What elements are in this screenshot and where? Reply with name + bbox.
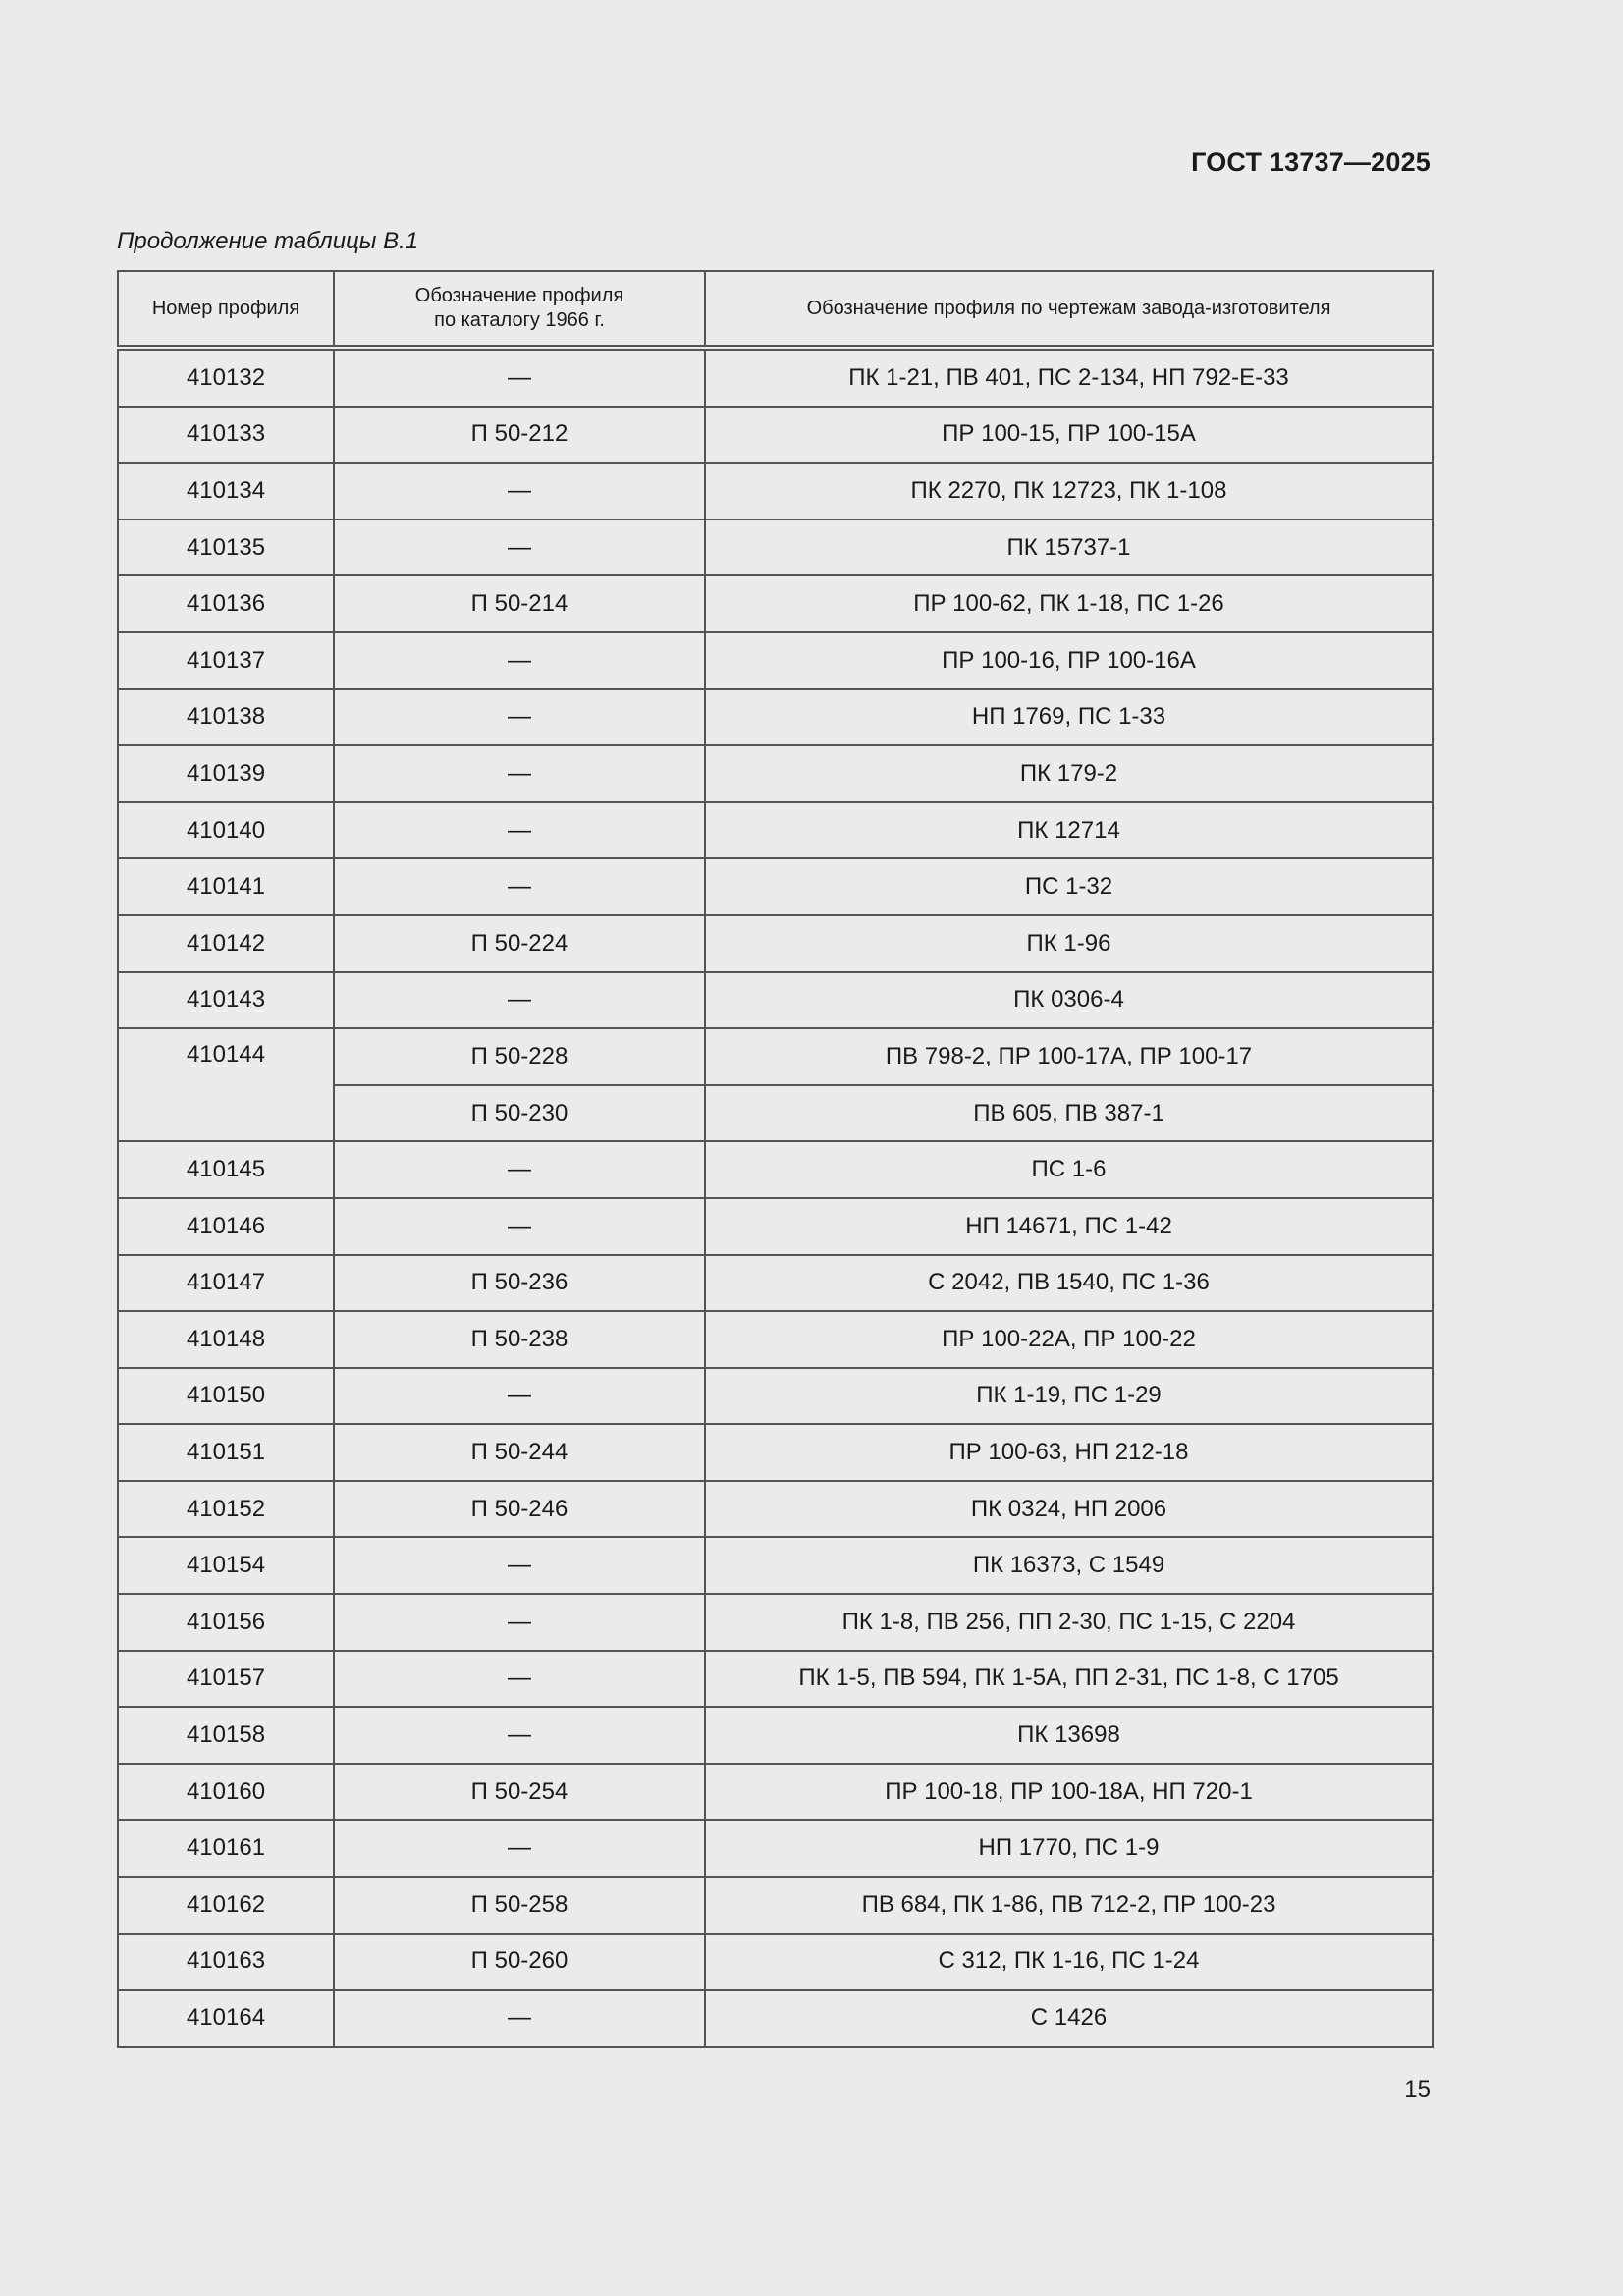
drawing-designation: ПР 100-22А, ПР 100-22	[705, 1311, 1433, 1368]
drawing-designation: С 2042, ПВ 1540, ПС 1-36	[705, 1255, 1433, 1312]
catalog-designation: —	[334, 745, 705, 802]
table-row	[118, 972, 1433, 1029]
table-row	[118, 1934, 1433, 1991]
drawing-designation: ПР 100-16, ПР 100-16А	[705, 632, 1433, 689]
profile-number: 410151	[118, 1424, 334, 1481]
table-row	[118, 1537, 1433, 1594]
catalog-designation: —	[334, 689, 705, 746]
table-body	[118, 348, 1433, 2047]
header-profile-number: Номер профиля	[118, 271, 334, 348]
profile-number: 410133	[118, 407, 334, 464]
drawing-designation: НП 1769, ПС 1-33	[705, 689, 1433, 746]
catalog-designation: П 50-228	[334, 1028, 705, 1085]
profile-number: 410138	[118, 689, 334, 746]
catalog-designation: П 50-230	[334, 1085, 705, 1142]
table-row	[118, 1990, 1433, 2047]
catalog-designation: —	[334, 1651, 705, 1708]
table-row	[118, 463, 1433, 519]
catalog-designation: П 50-214	[334, 575, 705, 632]
table-row	[118, 858, 1433, 915]
header-catalog-line1: Обозначение профиля	[414, 285, 624, 306]
table-row	[118, 1141, 1433, 1198]
profile-number: 410161	[118, 1820, 334, 1877]
drawing-designation: ПК 0324, НП 2006	[705, 1481, 1433, 1538]
profile-number: 410143	[118, 972, 334, 1029]
catalog-designation: —	[334, 632, 705, 689]
drawing-designation: С 312, ПК 1-16, ПС 1-24	[705, 1934, 1433, 1991]
profiles-table	[117, 270, 1434, 2048]
table-row	[118, 802, 1433, 859]
table-row	[118, 1820, 1433, 1877]
profile-number: 410145	[118, 1141, 334, 1198]
page-number: 15	[1404, 2076, 1431, 2103]
table-row	[118, 689, 1433, 746]
document-header: ГОСТ 13737—2025	[1191, 147, 1431, 177]
drawing-designation: ПК 12714	[705, 802, 1433, 859]
table-row	[118, 632, 1433, 689]
profile-number: 410136	[118, 575, 334, 632]
table-caption: Продолжение таблицы В.1	[117, 228, 419, 254]
drawing-designation: ПК 16373, С 1549	[705, 1537, 1433, 1594]
catalog-designation: —	[334, 463, 705, 519]
table-row	[118, 519, 1433, 576]
drawing-designation: ПВ 684, ПК 1-86, ПВ 712-2, ПР 100-23	[705, 1877, 1433, 1934]
catalog-designation: —	[334, 519, 705, 576]
profile-number: 410146	[118, 1198, 334, 1255]
drawing-designation: ПВ 605, ПВ 387-1	[705, 1085, 1433, 1142]
catalog-designation: П 50-244	[334, 1424, 705, 1481]
table-header	[118, 271, 1433, 348]
catalog-designation: —	[334, 802, 705, 859]
drawing-designation: НП 14671, ПС 1-42	[705, 1198, 1433, 1255]
table-row	[118, 1311, 1433, 1368]
profile-number: 410147	[118, 1255, 334, 1312]
drawing-designation: ПС 1-6	[705, 1141, 1433, 1198]
table-row	[118, 1255, 1433, 1312]
profile-number: 410141	[118, 858, 334, 915]
profile-number: 410160	[118, 1764, 334, 1821]
table-row	[118, 745, 1433, 802]
profile-number: 410135	[118, 519, 334, 576]
catalog-designation: —	[334, 1537, 705, 1594]
catalog-designation: —	[334, 348, 705, 407]
drawing-designation: ПК 13698	[705, 1707, 1433, 1764]
table-row	[118, 1424, 1433, 1481]
table-row	[118, 1198, 1433, 1255]
catalog-designation: —	[334, 1198, 705, 1255]
catalog-designation: П 50-260	[334, 1934, 705, 1991]
drawing-designation: ПК 0306-4	[705, 972, 1433, 1029]
drawing-designation: ПК 2270, ПК 12723, ПК 1-108	[705, 463, 1433, 519]
catalog-designation: П 50-258	[334, 1877, 705, 1934]
profile-number: 410152	[118, 1481, 334, 1538]
profile-number: 410134	[118, 463, 334, 519]
header-catalog-line2: по каталогу 1966 г.	[434, 309, 605, 331]
catalog-designation: —	[334, 1820, 705, 1877]
drawing-designation: ПК 1-19, ПС 1-29	[705, 1368, 1433, 1425]
drawing-designation: С 1426	[705, 1990, 1433, 2047]
profile-number: 410154	[118, 1537, 334, 1594]
header-catalog-designation	[334, 271, 705, 348]
drawing-designation: ПВ 798-2, ПР 100-17А, ПР 100-17	[705, 1028, 1433, 1085]
drawing-designation: ПС 1-32	[705, 858, 1433, 915]
table-row	[118, 1481, 1433, 1538]
drawing-designation: ПК 179-2	[705, 745, 1433, 802]
catalog-designation: —	[334, 1707, 705, 1764]
header-row	[118, 271, 1433, 348]
drawing-designation: ПК 15737-1	[705, 519, 1433, 576]
profile-number: 410150	[118, 1368, 334, 1425]
drawing-designation: ПР 100-62, ПК 1-18, ПС 1-26	[705, 575, 1433, 632]
profile-number: 410140	[118, 802, 334, 859]
table-row	[118, 1707, 1433, 1764]
drawing-designation: ПР 100-63, НП 212-18	[705, 1424, 1433, 1481]
table-row	[118, 1594, 1433, 1651]
catalog-designation: П 50-254	[334, 1764, 705, 1821]
catalog-designation: П 50-236	[334, 1255, 705, 1312]
table-row	[118, 407, 1433, 464]
drawing-designation: НП 1770, ПС 1-9	[705, 1820, 1433, 1877]
profile-number: 410137	[118, 632, 334, 689]
profile-number: 410139	[118, 745, 334, 802]
table-row	[118, 1764, 1433, 1821]
profile-number: 410158	[118, 1707, 334, 1764]
header-drawing-designation: Обозначение профиля по чертежам завода-изготовителя	[705, 271, 1433, 348]
catalog-designation: —	[334, 972, 705, 1029]
table-row	[118, 1877, 1433, 1934]
table-row	[118, 1651, 1433, 1708]
table-row	[118, 348, 1433, 407]
table-row	[118, 1368, 1433, 1425]
drawing-designation: ПР 100-18, ПР 100-18А, НП 720-1	[705, 1764, 1433, 1821]
table-row	[118, 915, 1433, 972]
profile-number: 410144	[118, 1028, 334, 1141]
catalog-designation: П 50-224	[334, 915, 705, 972]
table-row	[118, 575, 1433, 632]
profile-number: 410164	[118, 1990, 334, 2047]
drawing-designation: ПК 1-5, ПВ 594, ПК 1-5А, ПП 2-31, ПС 1-8, С 1705	[705, 1651, 1433, 1708]
profile-number: 410157	[118, 1651, 334, 1708]
drawing-designation: ПР 100-15, ПР 100-15А	[705, 407, 1433, 464]
drawing-designation: ПК 1-8, ПВ 256, ПП 2-30, ПС 1-15, С 2204	[705, 1594, 1433, 1651]
catalog-designation: —	[334, 1990, 705, 2047]
profile-number: 410162	[118, 1877, 334, 1934]
drawing-designation: ПК 1-21, ПВ 401, ПС 2-134, НП 792-Е-33	[705, 348, 1433, 407]
profile-number: 410132	[118, 348, 334, 407]
catalog-designation: П 50-246	[334, 1481, 705, 1538]
catalog-designation: П 50-238	[334, 1311, 705, 1368]
catalog-designation: —	[334, 858, 705, 915]
profile-number: 410156	[118, 1594, 334, 1651]
drawing-designation: ПК 1-96	[705, 915, 1433, 972]
profile-number: 410163	[118, 1934, 334, 1991]
profile-number: 410142	[118, 915, 334, 972]
catalog-designation: —	[334, 1368, 705, 1425]
profile-number: 410148	[118, 1311, 334, 1368]
catalog-designation: —	[334, 1594, 705, 1651]
catalog-designation: П 50-212	[334, 407, 705, 464]
table-row	[118, 1028, 1433, 1085]
catalog-designation: —	[334, 1141, 705, 1198]
